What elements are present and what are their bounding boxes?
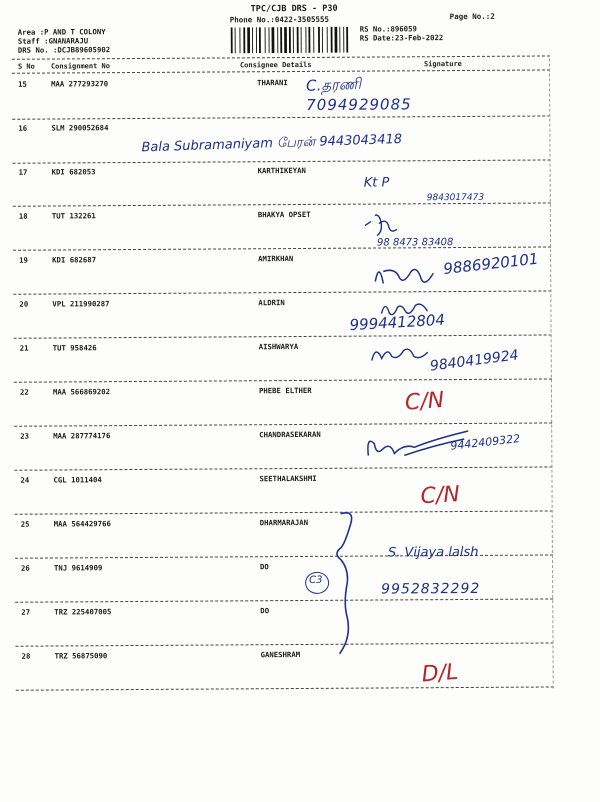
row-consignee: DO: [259, 562, 269, 572]
row-consignee: SEETHALAKSHMI: [259, 473, 317, 484]
drs-title: TPC/CJB DRS - P30: [250, 3, 338, 15]
barcode-bar: [318, 27, 320, 53]
row-consignee: AISHWARYA: [258, 342, 299, 352]
row-sno: 20: [19, 299, 29, 309]
signature-r26-name: S. Vijaya lalsh: [387, 544, 479, 561]
barcode-bar: [308, 27, 310, 53]
row-consignee: BHAKYA OPSET: [257, 209, 311, 220]
signature-r18-phone: 98 8473 83408: [377, 237, 454, 249]
row-consignment: MAA 564429766: [53, 519, 111, 529]
barcode-bar: [252, 27, 253, 53]
page-number: Page No.:2: [449, 11, 495, 22]
barcode-bar: [265, 27, 266, 53]
signature-r15-phone: 7094929085: [306, 95, 412, 114]
row-sno: 17: [18, 167, 28, 177]
row-sno: 23: [20, 431, 30, 441]
barcode-bar: [297, 27, 299, 53]
row-sno: 16: [18, 123, 28, 133]
row-consignee: CHANDRASEKARAN: [259, 429, 321, 440]
circle-mark-r26-text: C3: [309, 574, 323, 586]
row-consignment: TUT 132261: [51, 211, 96, 221]
row-sno: 26: [20, 563, 30, 573]
row-consignment: CGL 1011404: [53, 475, 102, 485]
area-label: Area :P AND T COLONY: [17, 27, 106, 37]
barcode-bar: [327, 27, 328, 53]
row-sno: 22: [19, 387, 29, 397]
row-consignment: MAA 277293270: [51, 79, 109, 89]
barcode-bar: [346, 27, 348, 53]
barcode-bar: [289, 27, 291, 53]
barcode: [229, 27, 353, 54]
staff-label: Staff :GNANARAJU: [17, 36, 89, 46]
row-consignment: TNJ 9614909: [53, 563, 103, 573]
barcode-bar: [339, 27, 340, 53]
barcode-bar: [313, 27, 314, 53]
barcode-bar: [272, 27, 275, 53]
row-sno: 27: [21, 607, 31, 617]
row-sno: 21: [19, 343, 29, 353]
signature-r26-phone: 9952832292: [381, 580, 481, 598]
barcode-bar: [269, 27, 270, 53]
row-consignee: ALDRIN: [258, 298, 285, 308]
row-consignee: GANESHRAM: [260, 650, 301, 660]
col-head-sno: S No: [17, 62, 35, 71]
row-consignment: KDI 682053: [51, 167, 96, 177]
row-consignment: KDI 682687: [52, 255, 97, 265]
barcode-bar: [322, 27, 323, 53]
row-consignment: MAA 566869202: [52, 387, 111, 397]
bracket-r25-r27: [327, 508, 362, 658]
signature-r17-name: Kt P: [363, 175, 390, 191]
signature-r16-note: Bala Subramaniyam பேரன் 9443043418: [141, 131, 403, 156]
row-sno: 24: [20, 475, 30, 485]
barcode-bar: [293, 27, 294, 53]
row-sno: 15: [18, 79, 27, 89]
row-sno: 28: [21, 651, 31, 661]
row-consignment: VPL 211990287: [52, 299, 110, 309]
barcode-bar: [301, 27, 302, 53]
barcode-bar: [284, 27, 287, 53]
barcode-bar: [280, 27, 282, 53]
row-consignee: KARTHIKEYAN: [257, 165, 306, 176]
col-head-consignment: Consignment No: [50, 62, 110, 71]
remark-r24-cn: C/N: [419, 482, 461, 510]
barcode-bar: [343, 27, 344, 53]
header-divider-top: [12, 55, 550, 59]
row-sno: 18: [18, 211, 28, 221]
signature-r17-phone: 9843017473: [426, 192, 485, 204]
barcode-bar: [231, 27, 233, 53]
col-head-consignee: Consignee Details: [239, 60, 312, 70]
signature-r19-scribble: [371, 257, 441, 291]
row-consignment: SLM 290052684: [51, 123, 109, 133]
row-consignee: THARANI: [257, 78, 288, 88]
row-consignee: DHARMARAJAN: [259, 517, 309, 528]
row-consignee: AMIRKHAN: [258, 254, 294, 264]
barcode-bar: [235, 27, 236, 53]
barcode-bar: [331, 27, 333, 53]
barcode-bar: [239, 27, 240, 53]
row-consignment: TRZ 56875090: [54, 651, 108, 661]
barcode-bar: [243, 27, 245, 53]
barcode-bar: [277, 27, 278, 53]
rs-date: RS Date:23-Feb-2022: [359, 33, 444, 43]
drs-number: DRS No. :DCJB89605902: [17, 45, 111, 55]
phone-number: Phone No.:0422-3505555: [229, 14, 330, 25]
signature-r21-phone: 9840419924: [429, 347, 520, 375]
barcode-bar: [247, 27, 250, 53]
signature-r20-phone: 9994412804: [349, 310, 446, 335]
row-consignment: TRZ 225407005: [54, 607, 112, 617]
barcode-bar: [256, 27, 257, 53]
signature-r15-name: C.தரணி: [305, 74, 362, 95]
barcode-bar: [335, 27, 338, 53]
row-sno: 25: [20, 519, 30, 529]
remark-r22-cn: C/N: [404, 387, 446, 416]
rs-number: RS No.:896059: [359, 24, 417, 34]
signature-r19-phone: 9886920101: [442, 249, 540, 279]
col-head-signature: Signature: [423, 60, 462, 69]
remark-r28-dl: D/L: [420, 659, 460, 688]
row-consignee: DO: [260, 606, 270, 616]
row-sno: 19: [19, 255, 28, 265]
signature-r23-phone: 9442409322: [449, 432, 521, 453]
row-consignment: TUT 958426: [52, 343, 97, 353]
row-consignment: MAA 287774176: [53, 431, 111, 441]
row-consignee: PHEBE ELTHER: [258, 385, 312, 396]
barcode-bar: [259, 27, 261, 53]
barcode-bar: [305, 27, 306, 53]
